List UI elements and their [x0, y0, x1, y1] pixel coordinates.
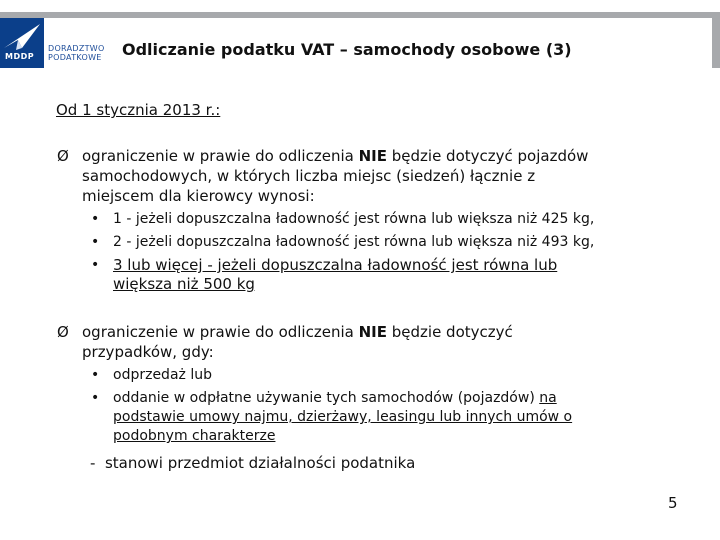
logo-line-2: PODATKOWE	[48, 53, 102, 62]
section2-bullet-1: odprzedaż lub	[113, 367, 212, 383]
section2-line1: ograniczenie w prawie do odliczenia NIE będzie dotyczyć	[82, 323, 513, 341]
bullet-icon: •	[91, 257, 100, 273]
section1-line3: miejscem dla kierowcy wynosi:	[82, 187, 315, 205]
section2-dash-line: - stanowi przedmiot działalności podatnika	[90, 454, 416, 472]
arrow-bullet-icon: Ø	[57, 323, 69, 341]
section1-line1: ograniczenie w prawie do odliczenia NIE będzie dotyczyć pojazdów	[82, 147, 589, 165]
logo-abbr: MDDP	[5, 52, 35, 61]
section2-bullet-2: oddanie w odpłatne używanie tych samochodów (pojazdów) na podstawie umowy najmu, dzierżawy, leasingu lub innych umów o podobnym charakterze	[113, 390, 573, 444]
bullet-icon: •	[91, 211, 100, 227]
section1-text	[82, 146, 702, 206]
slide-subtitle: Od 1 stycznia 2013 r.:	[56, 101, 221, 119]
section2-text	[82, 322, 702, 362]
arrow-bullet-icon: Ø	[57, 147, 69, 165]
company-logo	[0, 18, 110, 68]
logo-wordmark	[48, 44, 105, 62]
section1-bullet-3: 3 lub więcej - jeżeli dopuszczalna ładowność jest równa lub większa niż 500 kg	[113, 256, 558, 293]
slide-title: Odliczanie podatku VAT – samochody osobowe (3)	[122, 40, 572, 59]
section1-bullet-2: 2 - jeżeli dopuszczalna ładowność jest równa lub większa niż 493 kg,	[113, 234, 595, 250]
page-number: 5	[668, 494, 678, 512]
plane-icon	[0, 18, 44, 52]
logo-square	[0, 18, 44, 68]
bullet-icon: •	[91, 367, 100, 383]
logo-line-1: DORADZTWO	[48, 44, 105, 53]
section2-line2: przypadków, gdy:	[82, 343, 214, 361]
bullet-icon: •	[91, 234, 100, 250]
section1-bullet-1: 1 - jeżeli dopuszczalna ładowność jest równa lub większa niż 425 kg,	[113, 211, 595, 227]
right-bar	[712, 12, 720, 68]
section1-line2: samochodowych, w których liczba miejsc (siedzeń) łącznie z	[82, 167, 536, 185]
bullet-icon: •	[91, 390, 100, 406]
